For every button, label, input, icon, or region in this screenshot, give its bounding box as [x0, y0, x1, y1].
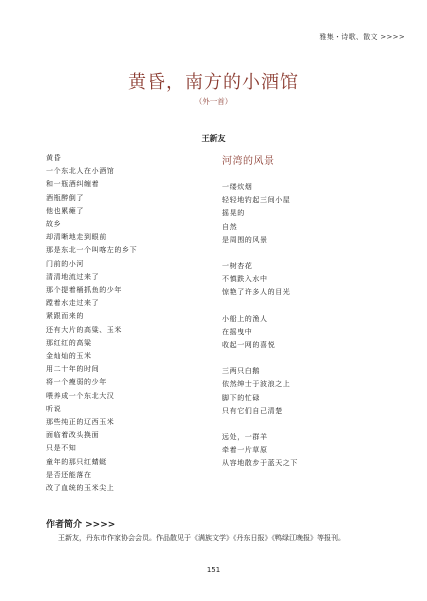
- poem-right-line: 不慎跌入水中: [222, 275, 268, 284]
- poem-left-line: 却清晰地走到眼前: [46, 233, 107, 242]
- section-label: 雅集・诗歌、散文 >>>>: [319, 33, 405, 41]
- poem-left-line: 金灿灿的玉米: [46, 352, 92, 361]
- poem-left-line: 童年的那只红蜻蜓: [46, 457, 107, 466]
- poem-right-stanza: [222, 181, 402, 247]
- poem-left-line: 那是东北一个叫喀左的乡下: [46, 246, 138, 255]
- poem-right-line: 摇晃的: [222, 209, 245, 218]
- poem-left-line: 蹚着水走过来了: [46, 299, 100, 308]
- poem-right-line: 收起一网的喜悦: [222, 341, 276, 350]
- poem-right-stanza: [222, 313, 402, 353]
- poem-left-line: 是否还能落在: [46, 470, 92, 479]
- poem-right-line: 从容地散步于蓝天之下: [222, 459, 298, 468]
- article-subtitle: （外一首）: [194, 97, 233, 106]
- poem-right-line: 依然绅士于波浪之上: [222, 380, 291, 389]
- poem-right-line: 是周围的风景: [222, 235, 268, 244]
- poem-left-line: 黄昏: [46, 154, 62, 162]
- poem-left-line: 喂养成一个东北大汉: [46, 391, 115, 400]
- poem-right-line: 一缕炊烟: [222, 183, 253, 191]
- poem-left-line: 一个东北人在小酒馆: [46, 167, 115, 176]
- bio-text: 王新友，丹东市作家协会会员。作品散见于《满族文学》《丹东日报》《鸭绿江晚报》等报刊。: [58, 534, 345, 542]
- author-name: 王新友: [201, 134, 226, 143]
- poem-left-line: 和一瓶酒纠缠着: [46, 180, 100, 189]
- poem-right-line: 轻轻地钓起三间小屋: [222, 196, 291, 205]
- poem-left-line: 那些纯正的辽西玉米: [46, 418, 115, 427]
- poem-right-line: 三两只白鹅: [222, 367, 260, 376]
- poem-right-line: 一树杏花: [222, 262, 253, 271]
- poem-right-line: 牵着一片草原: [222, 446, 268, 455]
- poem-left-line: 听说: [46, 404, 62, 413]
- poem-left-line: 清清地流过来了: [46, 272, 100, 281]
- poem-left-line: 门前的小河: [46, 259, 84, 268]
- poem-left-line: 故乡: [46, 220, 62, 229]
- poem-right-stanzas: [222, 181, 402, 471]
- poem-left-line: 他也累瘫了: [46, 206, 84, 215]
- poem-right-stanza: [222, 365, 402, 418]
- poem-left-line: 将一个瘦弱的少年: [46, 378, 107, 387]
- poem-left-line: 用二十年的时间: [46, 365, 100, 374]
- poem-left-line: 还有大片的高粱、玉米: [46, 325, 122, 334]
- poem-right-line: 脚下的忙碌: [222, 393, 260, 402]
- poem-left-line: 酒瓶醉倒了: [46, 193, 84, 202]
- poem-left-line: 紧跟而来的: [46, 312, 84, 321]
- poem-left-line: 那红红的高粱: [46, 338, 92, 347]
- poem-right-line: 只有它们自己清楚: [222, 406, 283, 415]
- bio-heading: 作者简介 >>>>: [46, 520, 116, 530]
- article-title: 黄昏，南方的小酒馆: [128, 72, 299, 93]
- poem-left-line: 改了血统的玉米尖上: [46, 484, 115, 493]
- poem-right-line: 在摇曳中: [222, 327, 253, 336]
- poem-left: [46, 152, 216, 495]
- page-number: 151: [206, 566, 221, 574]
- poem-right-stanza: [222, 260, 402, 300]
- poem-right-line: 自然: [222, 222, 238, 231]
- poem-left-line: 那个提着桶抓鱼的少年: [46, 286, 122, 295]
- poem-left-line: 面临着改头换面: [46, 431, 100, 440]
- poem-right-line: 小船上的渔人: [222, 314, 268, 323]
- poem-right-title: 河湾的风景: [222, 156, 275, 167]
- poem-right-line: 惊艳了许多人的目光: [222, 288, 291, 297]
- poem-right-stanza: [222, 431, 402, 471]
- poem-left-line: 只是不知: [46, 444, 77, 453]
- poem-right-line: 远处，一群羊: [222, 433, 268, 442]
- poem-right: [222, 152, 402, 484]
